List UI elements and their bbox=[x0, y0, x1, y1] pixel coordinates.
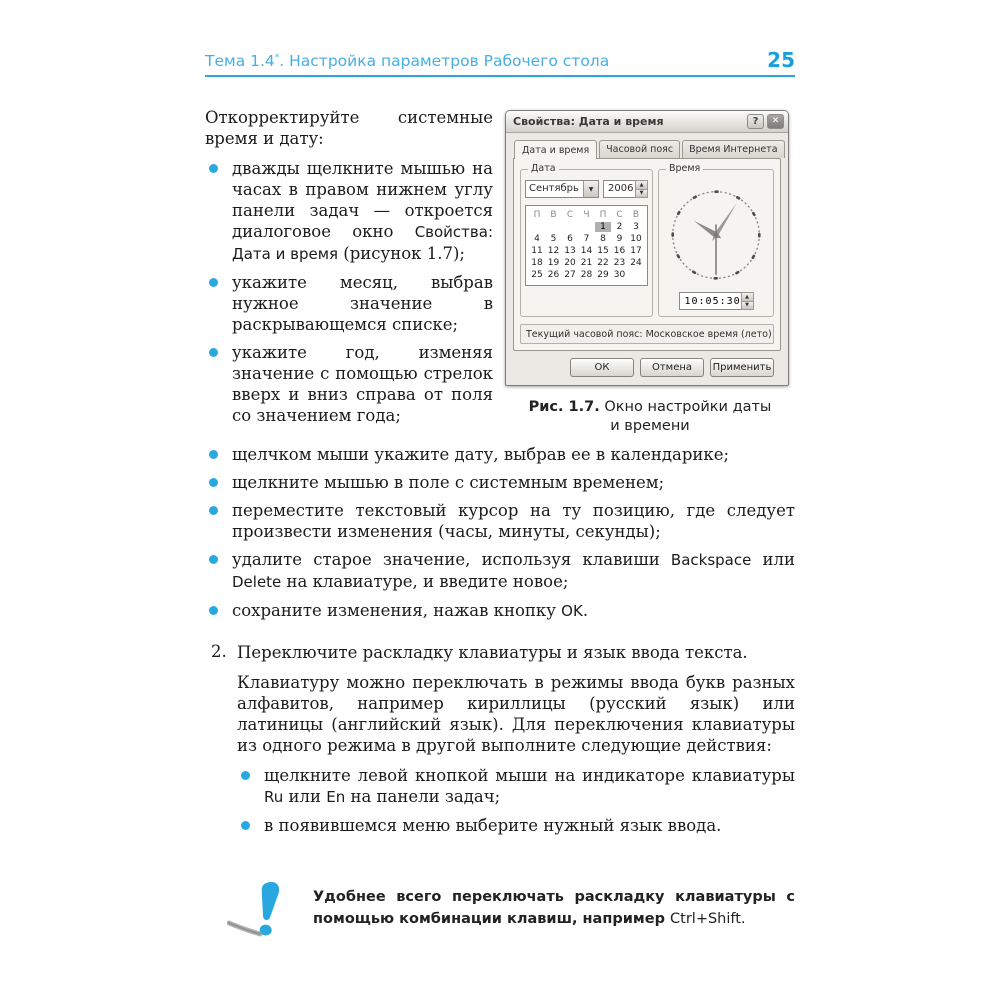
calendar-day[interactable]: 21 bbox=[580, 258, 593, 268]
list-item-text: удалите старое значение, используя клавиши bbox=[232, 550, 671, 569]
calendar-day[interactable]: 10 bbox=[630, 234, 642, 244]
list-item bbox=[205, 472, 795, 493]
list-item bbox=[205, 342, 795, 426]
tab-panel-date-time bbox=[513, 158, 781, 351]
time-input[interactable] bbox=[679, 292, 741, 310]
book-page bbox=[205, 50, 795, 944]
bullet-list-item2 bbox=[237, 765, 795, 836]
calendar-day[interactable]: 30 bbox=[613, 270, 626, 280]
list-item-text: щелкните левой кнопкой мыши на индикаторе клавиатуры bbox=[264, 766, 795, 785]
exclamation-icon bbox=[227, 880, 297, 944]
calendar-day[interactable]: 11 bbox=[531, 246, 543, 256]
bullet-icon bbox=[241, 821, 250, 830]
tab-internet-time[interactable]: Время Интернета bbox=[682, 140, 784, 158]
list-item-text: щелчком мыши укажите дату, выбрав ее в календарике; bbox=[232, 445, 730, 464]
calendar-day[interactable]: 27 bbox=[564, 270, 576, 280]
note-text bbox=[313, 886, 795, 930]
bullet-icon bbox=[209, 478, 218, 487]
calendar-day bbox=[562, 222, 579, 232]
year-value[interactable]: 2006 bbox=[603, 180, 635, 198]
list-item-text: . bbox=[582, 601, 589, 620]
month-dropdown[interactable] bbox=[525, 180, 599, 198]
time-stepper bbox=[679, 292, 754, 310]
bullet-icon bbox=[209, 506, 218, 515]
asterisk-mark: * bbox=[274, 52, 280, 63]
bullet-icon bbox=[209, 278, 218, 287]
list-item-text: или bbox=[283, 787, 327, 806]
tab-date-time[interactable]: Дата и время bbox=[514, 140, 597, 159]
timezone-status: Текущий часовой пояс: Московское время (лето) bbox=[520, 324, 774, 344]
figure-caption-label: Рис. 1.7. bbox=[528, 399, 600, 415]
date-group-label: Дата bbox=[528, 163, 559, 174]
dialog-title: Свойства: Дата и время bbox=[513, 115, 664, 128]
help-icon[interactable]: ? bbox=[747, 114, 764, 129]
list-item bbox=[237, 765, 795, 808]
calendar-day[interactable]: 13 bbox=[564, 246, 576, 256]
item-number: 2. bbox=[211, 642, 227, 661]
bullet-icon bbox=[241, 771, 250, 780]
datetime-dialog bbox=[505, 110, 789, 386]
list-item-text: укажите месяц, выбрав нужное значение в раскрывающемся списке; bbox=[232, 273, 493, 334]
task-title: Переключите раскладку клавиатуры и язык ввода текста. bbox=[237, 643, 748, 662]
task-item-2 bbox=[205, 642, 795, 836]
calendar-weekday: В bbox=[632, 210, 640, 220]
list-item bbox=[205, 549, 795, 593]
calendar-day[interactable]: 26 bbox=[547, 270, 560, 280]
chevron-down-icon[interactable]: ▼ bbox=[583, 181, 598, 197]
list-item bbox=[237, 815, 795, 836]
calendar-day[interactable]: 25 bbox=[531, 270, 543, 280]
bullet-icon bbox=[209, 555, 218, 564]
list-item-text: на клавиатуре, и введите новое; bbox=[281, 572, 569, 591]
calendar-day[interactable]: 16 bbox=[613, 246, 626, 256]
figure-caption-text: Окно настройки даты и времени bbox=[599, 399, 772, 434]
spinner-down-icon[interactable]: ▼ bbox=[635, 189, 648, 199]
calendar-day[interactable]: 12 bbox=[547, 246, 560, 256]
note-block bbox=[205, 880, 795, 944]
calendar-day[interactable]: 9 bbox=[616, 234, 623, 244]
date-group bbox=[520, 163, 653, 317]
calendar-day[interactable]: 6 bbox=[567, 234, 573, 244]
calendar-day bbox=[578, 222, 595, 232]
key-combo: Ctrl+Shift. bbox=[670, 911, 746, 927]
spinner-up-icon[interactable]: ▲ bbox=[635, 180, 648, 189]
list-item-text: на панели задач; bbox=[345, 787, 501, 806]
list-item-text: укажите год, изменяя значение с помощью стрелок вверх и вниз справа от поля со значением года; bbox=[232, 343, 493, 425]
running-head bbox=[205, 50, 795, 77]
spinner-down-icon[interactable]: ▼ bbox=[741, 301, 754, 311]
intro-paragraph: Откорректируйте системные время и дату: bbox=[205, 108, 493, 148]
calendar-weekday: П bbox=[533, 210, 541, 220]
analog-clock-icon bbox=[663, 182, 769, 288]
list-item bbox=[205, 600, 795, 622]
calendar-day[interactable]: 24 bbox=[630, 258, 642, 268]
calendar-day[interactable]: 14 bbox=[580, 246, 593, 256]
calendar-day[interactable]: 5 bbox=[550, 234, 557, 244]
calendar-weekday: Ч bbox=[583, 210, 590, 220]
time-group-label: Время bbox=[666, 163, 703, 174]
calendar-weekday: В bbox=[550, 210, 557, 220]
list-item-text: в появившемся меню выберите нужный язык ввода. bbox=[264, 816, 722, 835]
calendar-day[interactable]: 3 bbox=[633, 222, 639, 232]
page-number: 25 bbox=[767, 48, 795, 72]
calendar-day bbox=[545, 222, 562, 232]
bullet-list-full bbox=[205, 444, 795, 622]
bullet-icon bbox=[209, 606, 218, 615]
calendar-day[interactable]: 4 bbox=[534, 234, 540, 244]
calendar-day[interactable]: 15 bbox=[597, 246, 609, 256]
calendar-day bbox=[529, 222, 546, 232]
list-item-text: (рисунок 1.7); bbox=[338, 244, 465, 263]
list-item-text: сохраните изменения, нажав кнопку bbox=[232, 601, 562, 620]
list-item-text: щелкните мышью в поле с системным временем; bbox=[232, 473, 665, 492]
calendar-day[interactable]: 17 bbox=[630, 246, 642, 256]
key-name: Delete bbox=[232, 573, 282, 591]
calendar-weekday: П bbox=[599, 210, 607, 220]
list-item-text: переместите текстовый курсор на ту позицию, где следует произвести изменения (часы, минуты, секунды); bbox=[232, 501, 795, 541]
bullet-icon bbox=[209, 348, 218, 357]
calendar-day bbox=[628, 270, 645, 280]
chapter-topic: Тема 1.4 bbox=[205, 52, 275, 70]
calendar-day[interactable]: 18 bbox=[531, 258, 543, 268]
apply-button[interactable]: Применить bbox=[710, 358, 774, 377]
cancel-button[interactable]: Отмена bbox=[640, 358, 704, 377]
calendar-day[interactable]: 20 bbox=[564, 258, 576, 268]
calendar-day[interactable]: 7 bbox=[583, 234, 590, 244]
key-name: Backspace bbox=[670, 551, 752, 569]
calendar-day[interactable]: 28 bbox=[580, 270, 593, 280]
calendar-day[interactable]: 23 bbox=[613, 258, 626, 268]
bullet-icon bbox=[209, 450, 218, 459]
indicator-name: En bbox=[326, 788, 346, 806]
tab-timezone[interactable]: Часовой пояс bbox=[599, 140, 680, 158]
chapter-topic-rest: . Настройка параметров Рабочего стола bbox=[279, 52, 610, 70]
note-bold-text: Удобнее всего переключать раскладку клавиатуры с помощью комбинации клавиш, например bbox=[313, 889, 795, 927]
calendar-day[interactable]: 19 bbox=[547, 258, 560, 268]
chapter-title bbox=[205, 52, 609, 70]
list-item-text: дважды щелкните мышью на часах в правом нижнем углу панели задач — откроется диалоговое окно bbox=[232, 159, 493, 241]
calendar-day[interactable]: 29 bbox=[597, 270, 609, 280]
list-item bbox=[205, 444, 795, 465]
bullet-icon bbox=[209, 164, 218, 173]
calendar bbox=[525, 205, 648, 286]
ok-button[interactable]: ОК bbox=[570, 358, 634, 377]
calendar-day[interactable]: 22 bbox=[597, 258, 609, 268]
calendar-weekday: С bbox=[616, 210, 623, 220]
time-group bbox=[658, 163, 774, 317]
task-paragraph: Клавиатуру можно переключать в режимы ввода букв разных алфавитов, например кириллицы (русский язык) или латиницы (английский язык). Для переключения клавиатуры из одного режима в другой выполните следующие действия: bbox=[237, 673, 795, 755]
year-stepper[interactable] bbox=[603, 180, 648, 198]
ui-term: Свойства: Дата и время bbox=[232, 223, 493, 263]
close-icon[interactable]: ✕ bbox=[767, 114, 784, 129]
month-value: Сентябрь bbox=[529, 183, 579, 194]
calendar-day[interactable]: 8 bbox=[600, 234, 606, 244]
list-item bbox=[205, 500, 795, 542]
indicator-name: Ru bbox=[264, 788, 284, 806]
calendar-day-selected[interactable]: 1 bbox=[595, 222, 612, 232]
dialog-titlebar bbox=[506, 111, 788, 133]
calendar-weekday: С bbox=[566, 210, 574, 220]
spinner-up-icon[interactable]: ▲ bbox=[741, 292, 754, 301]
dialog-tabs bbox=[513, 140, 781, 158]
list-item-text: или bbox=[751, 550, 795, 569]
calendar-day[interactable]: 2 bbox=[616, 222, 623, 232]
ui-term: OK bbox=[561, 602, 583, 620]
section-datetime bbox=[205, 107, 795, 434]
